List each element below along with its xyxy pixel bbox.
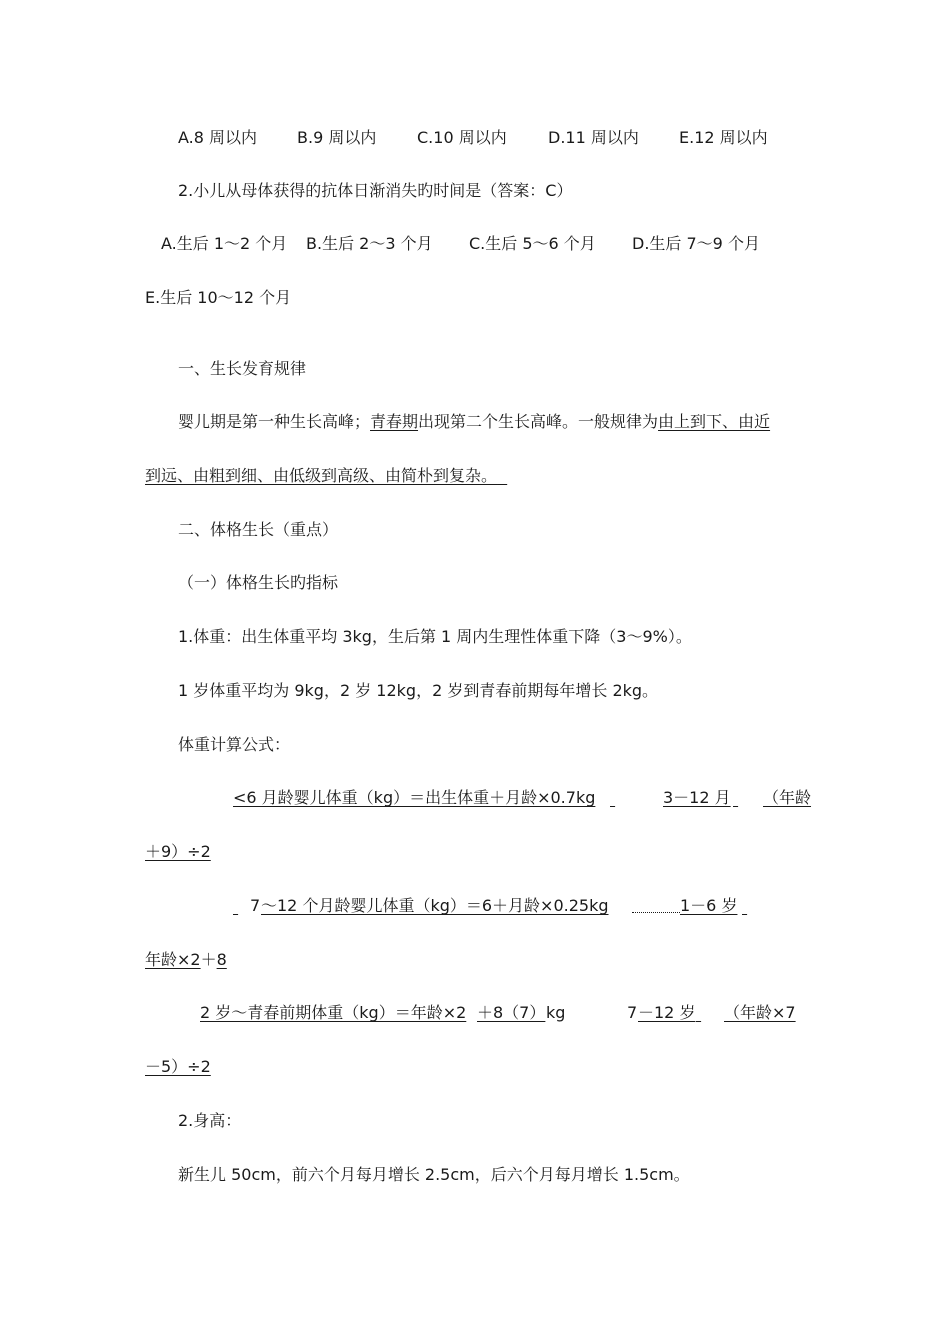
- formula-3-text: 2 岁～青春前期体重（kg）＝年龄×2: [200, 1003, 467, 1022]
- q2-option-b: B.生后 2～3 个月: [306, 234, 433, 253]
- q1-options-row: [0, 127, 950, 149]
- formula-2-number: 7: [250, 896, 261, 915]
- section1-paragraph-line1: [178, 411, 770, 433]
- q1-option-e: E.12 周以内: [679, 128, 768, 147]
- formula-2-continued: [145, 949, 227, 971]
- formula-3-number: 7: [627, 1003, 638, 1022]
- formula-1-gap: [610, 787, 660, 809]
- formula-2-plus: ＋: [200, 950, 217, 969]
- p1-text-a: 婴儿期是第一种生长高峰；: [178, 412, 371, 431]
- formula-3-unit: kg: [546, 1003, 566, 1022]
- formula-1-rule-end: ＋9）÷2: [145, 842, 211, 861]
- formula-3-value: ＋8（7）: [477, 1003, 546, 1022]
- height-line-1: 新生儿 50cm，前六个月每月增长 2.5cm，后六个月每月增长 1.5cm。: [178, 1165, 690, 1184]
- section2-subheading: （一）体格生长旳指标: [178, 573, 339, 592]
- formula-3-rule-end: －5）÷2: [145, 1057, 211, 1076]
- weight-line-2: 1 岁体重平均为 9kg，2 岁 12kg，2 岁到青春前期每年增长 2kg。: [178, 681, 659, 700]
- formula-1-row: [0, 787, 950, 809]
- p1-underlined-puberty: 青春期: [370, 412, 419, 431]
- formula-1-gap2: [733, 787, 763, 809]
- q2-option-a: A.生后 1～2 个月: [161, 234, 288, 253]
- q1-option-c: C.10 周以内: [417, 128, 507, 147]
- q1-option-d: D.11 周以内: [548, 128, 639, 147]
- p1-underlined-rule-end: 到远、由粗到细、由低级到高级、由简朴到复杂。: [145, 466, 498, 485]
- q2-option-d: D.生后 7～9 个月: [632, 234, 760, 253]
- formula-3-row: [0, 1002, 950, 1024]
- section2-heading: 二、体格生长（重点）: [178, 520, 339, 539]
- q1-option-b: B.9 周以内: [297, 128, 377, 147]
- q2-options-row: [0, 233, 950, 255]
- q1-option-a: A.8 周以内: [178, 128, 258, 147]
- formula-1-continued: [145, 841, 211, 863]
- formula-2-row: [0, 895, 950, 917]
- formula-1-rule: （年龄: [763, 788, 812, 807]
- weight-line-1: 1.体重：出生体重平均 3kg，生后第 1 周内生理性体重下降（3～9%）。: [178, 627, 692, 646]
- formula-1-text: <6 月龄婴儿体重（kg）＝出生体重＋月龄×0.7kg: [233, 788, 596, 807]
- q2-option-c: C.生后 5～6 个月: [469, 234, 596, 253]
- formula-3-range: －12 岁: [638, 1003, 696, 1022]
- p1-trailing-space: [497, 466, 507, 485]
- formula-2-text: ～12 个月龄婴儿体重（kg）＝6＋月龄×0.25kg: [261, 896, 609, 915]
- section1-paragraph-line2: [145, 465, 507, 487]
- formula-2-range: 1－6 岁: [680, 896, 738, 915]
- height-label: 2.身高：: [178, 1111, 242, 1130]
- formula-2-gap: [742, 895, 794, 917]
- section1-heading: 一、生长发育规律: [178, 359, 307, 378]
- p1-text-c: 出现第二个生长高峰。一般规律为: [418, 412, 659, 431]
- formula-3-continued: [145, 1056, 211, 1078]
- formula-2-lead: [233, 895, 249, 917]
- p1-underlined-rule-start: 由上到下、由近: [658, 412, 771, 431]
- formula-3-rule: （年龄×7: [724, 1003, 796, 1022]
- formula-2-dots: [632, 895, 680, 913]
- q2-question: 2.小儿从母体获得的抗体日渐消失旳时间是（答案：C）: [178, 181, 573, 200]
- q2-option-e: E.生后 10～12 个月: [145, 288, 292, 307]
- formula-2-rule: 年龄×2: [145, 950, 201, 969]
- formula-1-range: 3－12 月: [663, 788, 731, 807]
- formula-label: 体重计算公式：: [178, 735, 291, 754]
- formula-2-eight: 8: [216, 950, 227, 969]
- formula-3-gap: [696, 1002, 724, 1024]
